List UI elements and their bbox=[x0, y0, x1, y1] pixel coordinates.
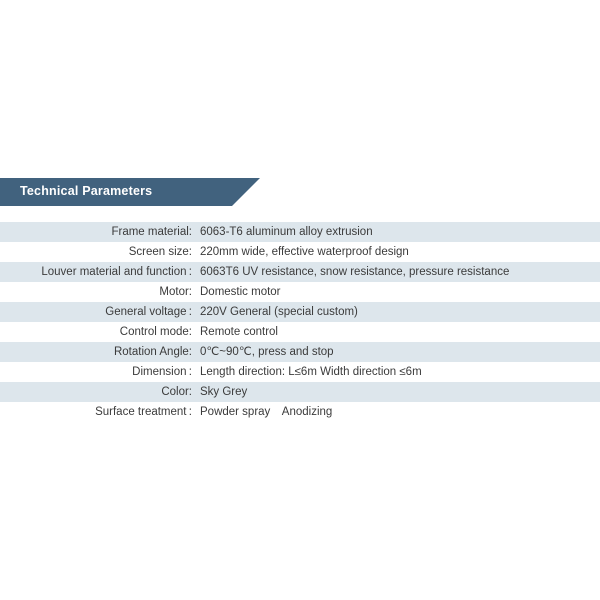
spec-label: Screen size: bbox=[128, 246, 192, 258]
spec-label: General voltage : bbox=[105, 306, 192, 318]
spec-label: Color: bbox=[161, 386, 192, 398]
page-title: Technical Parameters bbox=[20, 184, 153, 198]
table-row bbox=[0, 322, 600, 342]
spec-value: 220V General (special custom) bbox=[200, 306, 358, 318]
table-body bbox=[0, 222, 600, 422]
table-row bbox=[0, 382, 600, 402]
spec-value: Remote control bbox=[200, 326, 278, 338]
spec-label: Louver material and function : bbox=[41, 266, 192, 278]
table-row bbox=[0, 222, 600, 242]
spec-value: Powder spray Anodizing bbox=[200, 406, 333, 418]
spec-label: Surface treatment : bbox=[95, 406, 192, 418]
spec-label: Rotation Angle: bbox=[113, 346, 192, 358]
table-row bbox=[0, 302, 600, 322]
table-row bbox=[0, 402, 600, 422]
specifications-table bbox=[0, 222, 600, 422]
spec-value: Sky Grey bbox=[200, 386, 248, 398]
spec-value: 0℃~90℃, press and stop bbox=[200, 346, 334, 358]
spec-label: Frame material: bbox=[111, 226, 192, 238]
spec-value: 6063-T6 aluminum alloy extrusion bbox=[200, 226, 373, 238]
spec-label: Dimension : bbox=[132, 366, 192, 378]
spec-value: Domestic motor bbox=[200, 286, 281, 298]
table-row bbox=[0, 342, 600, 362]
spec-value: 220mm wide, effective waterproof design bbox=[200, 246, 409, 258]
table-row bbox=[0, 242, 600, 262]
spec-value: Length direction: L≤6m Width direction ≤6m bbox=[200, 366, 422, 378]
spec-label: Control mode: bbox=[119, 326, 192, 338]
spec-label: Motor: bbox=[159, 286, 192, 298]
table-row bbox=[0, 362, 600, 382]
table-row bbox=[0, 282, 600, 302]
spec-value: 6063T6 UV resistance, snow resistance, pressure resistance bbox=[200, 266, 510, 278]
section-banner bbox=[0, 178, 260, 206]
table-row bbox=[0, 262, 600, 282]
